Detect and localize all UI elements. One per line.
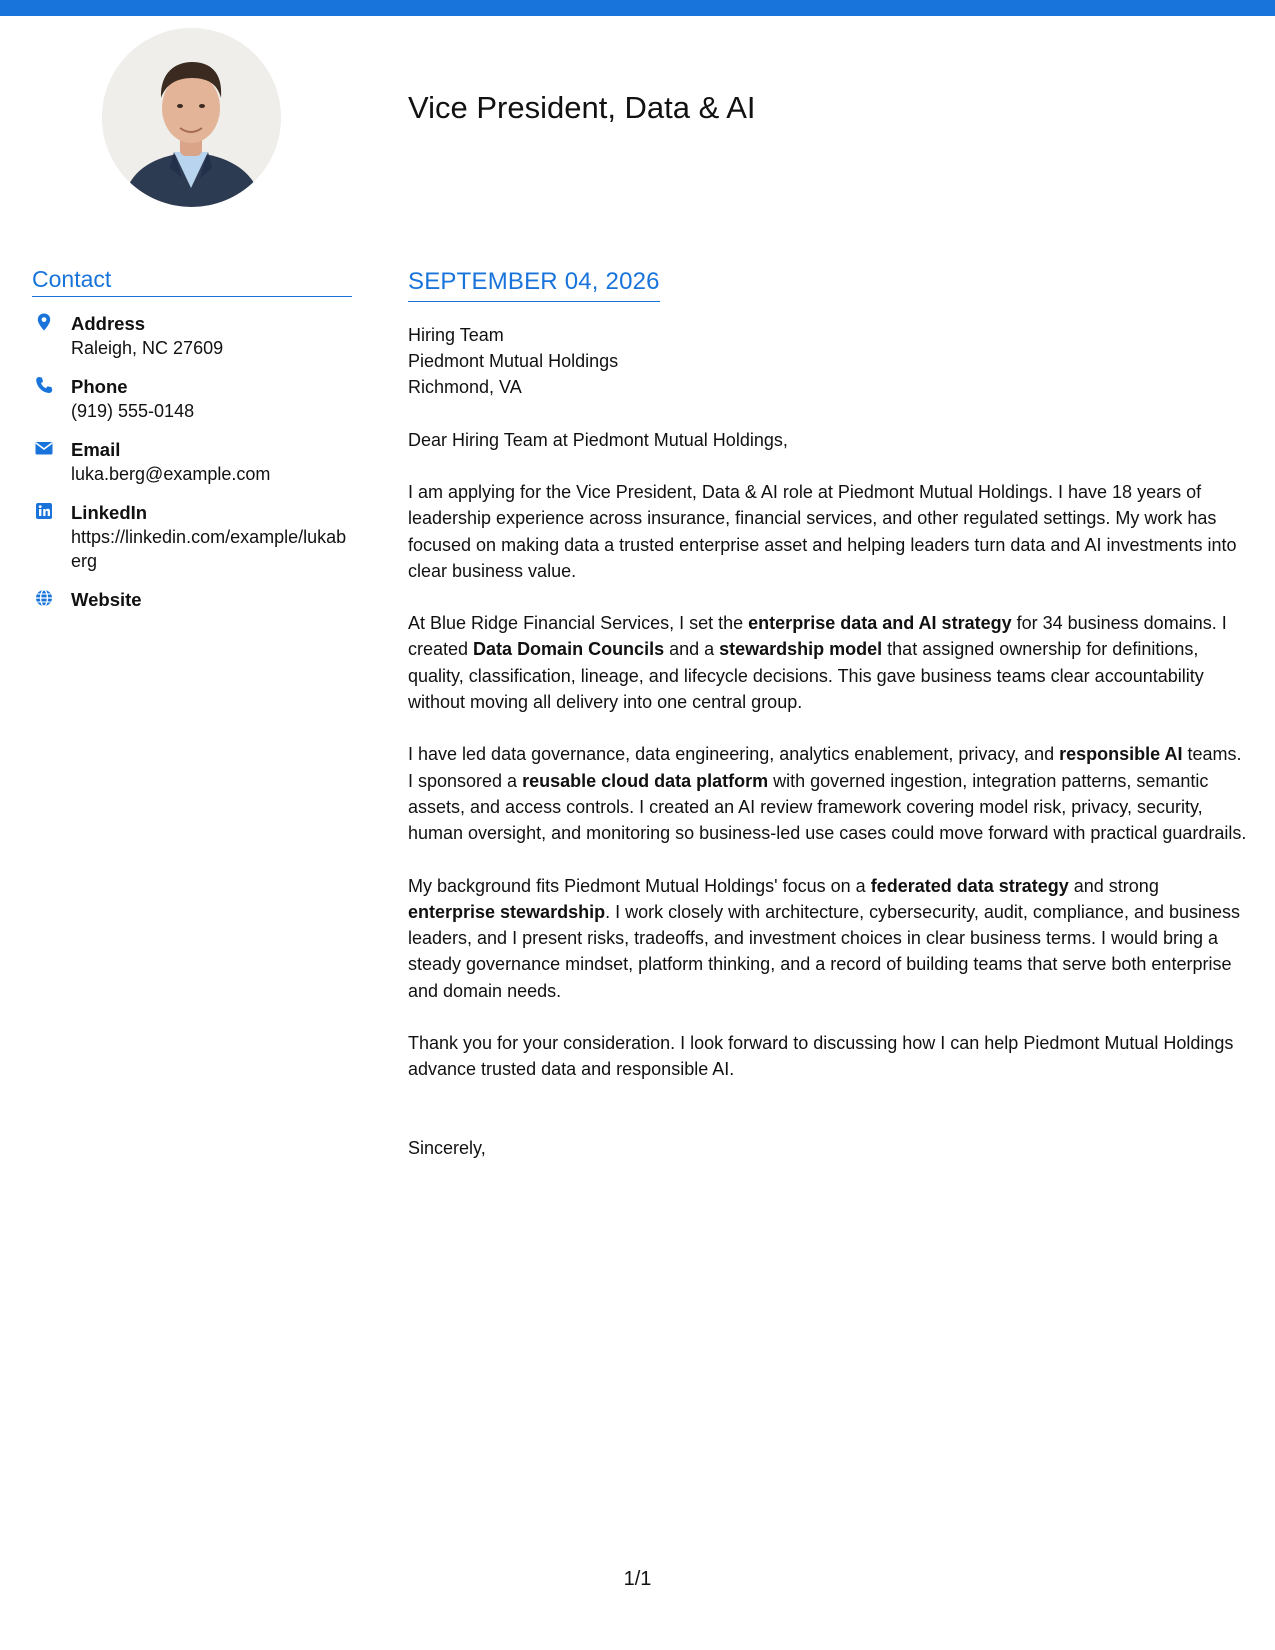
map-pin-icon: [34, 312, 54, 332]
top-accent-bar: [0, 0, 1275, 16]
emphasized-text: enterprise data and AI strategy: [748, 613, 1012, 634]
emphasized-text: responsible AI: [1059, 744, 1183, 765]
job-title: Vice President, Data & AI: [408, 90, 756, 125]
recipient-line: Piedmont Mutual Holdings: [408, 351, 619, 371]
email-icon: [34, 438, 54, 458]
contact-label: Phone: [71, 376, 128, 397]
contact-sidebar: [32, 266, 352, 612]
letter-paragraph: [408, 741, 1248, 846]
paragraph-text: with governed ingestion, integration patterns, semantic assets, and access controls. I created an AI review framework covering model risk, privacy, security, human oversight, and monitoring so business-led use cases could move forward with practical guardrails.: [408, 770, 1247, 844]
paragraph-text: My background fits Piedmont Mutual Holdings' focus on a: [408, 875, 871, 896]
contact-item-linkedin: [32, 500, 352, 573]
letter-paragraph: [408, 873, 1248, 1004]
profile-photo: [102, 28, 281, 207]
recipient-line: Richmond, VA: [408, 377, 522, 397]
letter-paragraph: [408, 1030, 1248, 1083]
contact-label: LinkedIn: [71, 502, 148, 523]
emphasized-text: enterprise stewardship: [408, 901, 606, 922]
paragraph-text: At Blue Ridge Financial Services, I set the: [408, 613, 749, 634]
salutation: Dear Hiring Team at Piedmont Mutual Holdings,: [408, 430, 788, 450]
paragraph-text: I have led data governance, data engineering, analytics enablement, privacy, and: [408, 744, 1060, 765]
paragraph-text: that assigned ownership for definitions, quality, classification, lineage, and lifecycle decisions. This gave business teams clear accountability without moving all delivery into one central group.: [408, 639, 1204, 713]
letter-paragraph: [408, 610, 1248, 715]
contact-item-email: [32, 437, 352, 486]
letter-paragraphs: [408, 479, 1248, 1083]
letter-paragraph: [408, 479, 1248, 584]
emphasized-text: federated data strategy: [870, 875, 1069, 896]
contact-label: Email: [71, 439, 121, 460]
contact-item-phone: [32, 374, 352, 423]
phone-icon: [34, 375, 54, 395]
paragraph-text: and a: [664, 639, 720, 660]
contact-item-website: [32, 587, 352, 612]
contact-label: Address: [71, 313, 146, 334]
email-value[interactable]: luka.berg@example.com: [71, 464, 271, 484]
closing: Sincerely,: [408, 1137, 486, 1158]
emphasized-text: reusable cloud data platform: [522, 770, 769, 791]
paragraph-text: for 34 business domains. I created: [408, 613, 1227, 660]
paragraph-text: . I work closely with architecture, cybersecurity, audit, compliance, and business leaders, and I present risks, tradeoffs, and investment choices in clear business terms. I would bring a steady governance mindset, platform thinking, and a record of building teams that serve both enterprise and domain needs.: [408, 901, 1241, 1001]
paragraph-text: and strong: [1068, 875, 1159, 896]
paragraph-text: teams. I sponsored a: [408, 744, 1242, 791]
linkedin-icon: [34, 501, 54, 521]
globe-icon: [34, 588, 54, 608]
letter-date: SEPTEMBER 04, 2026: [408, 268, 660, 302]
linkedin-value[interactable]: https://linkedin.com/example/lukaberg: [71, 527, 347, 571]
letter-body: [408, 268, 1248, 1161]
contact-label: Website: [71, 589, 142, 610]
recipient-line: Hiring Team: [408, 325, 504, 345]
emphasized-text: Data Domain Councils: [473, 639, 665, 660]
address-value: Raleigh, NC 27609: [71, 338, 224, 358]
contact-item-address: [32, 311, 352, 360]
emphasized-text: stewardship model: [719, 639, 883, 660]
page-number: 1/1: [623, 1568, 652, 1590]
recipient-block: [408, 322, 1248, 400]
profile-photo-illustration: [102, 28, 281, 207]
contact-heading: Contact: [32, 266, 352, 297]
phone-value: (919) 555-0148: [71, 401, 195, 421]
paragraph-text: I am applying for the Vice President, Data & AI role at Piedmont Mutual Holdings. I have 18 years of leadership experience across insurance, financial services, and other regulated settings. My work has focused on making data a trusted enterprise asset and helping leaders turn data and AI investments into clear business value.: [408, 482, 1237, 581]
paragraph-text: Thank you for your consideration. I look forward to discussing how I can help Piedmont Mutual Holdings advance trusted data and responsible AI.: [408, 1033, 1234, 1080]
